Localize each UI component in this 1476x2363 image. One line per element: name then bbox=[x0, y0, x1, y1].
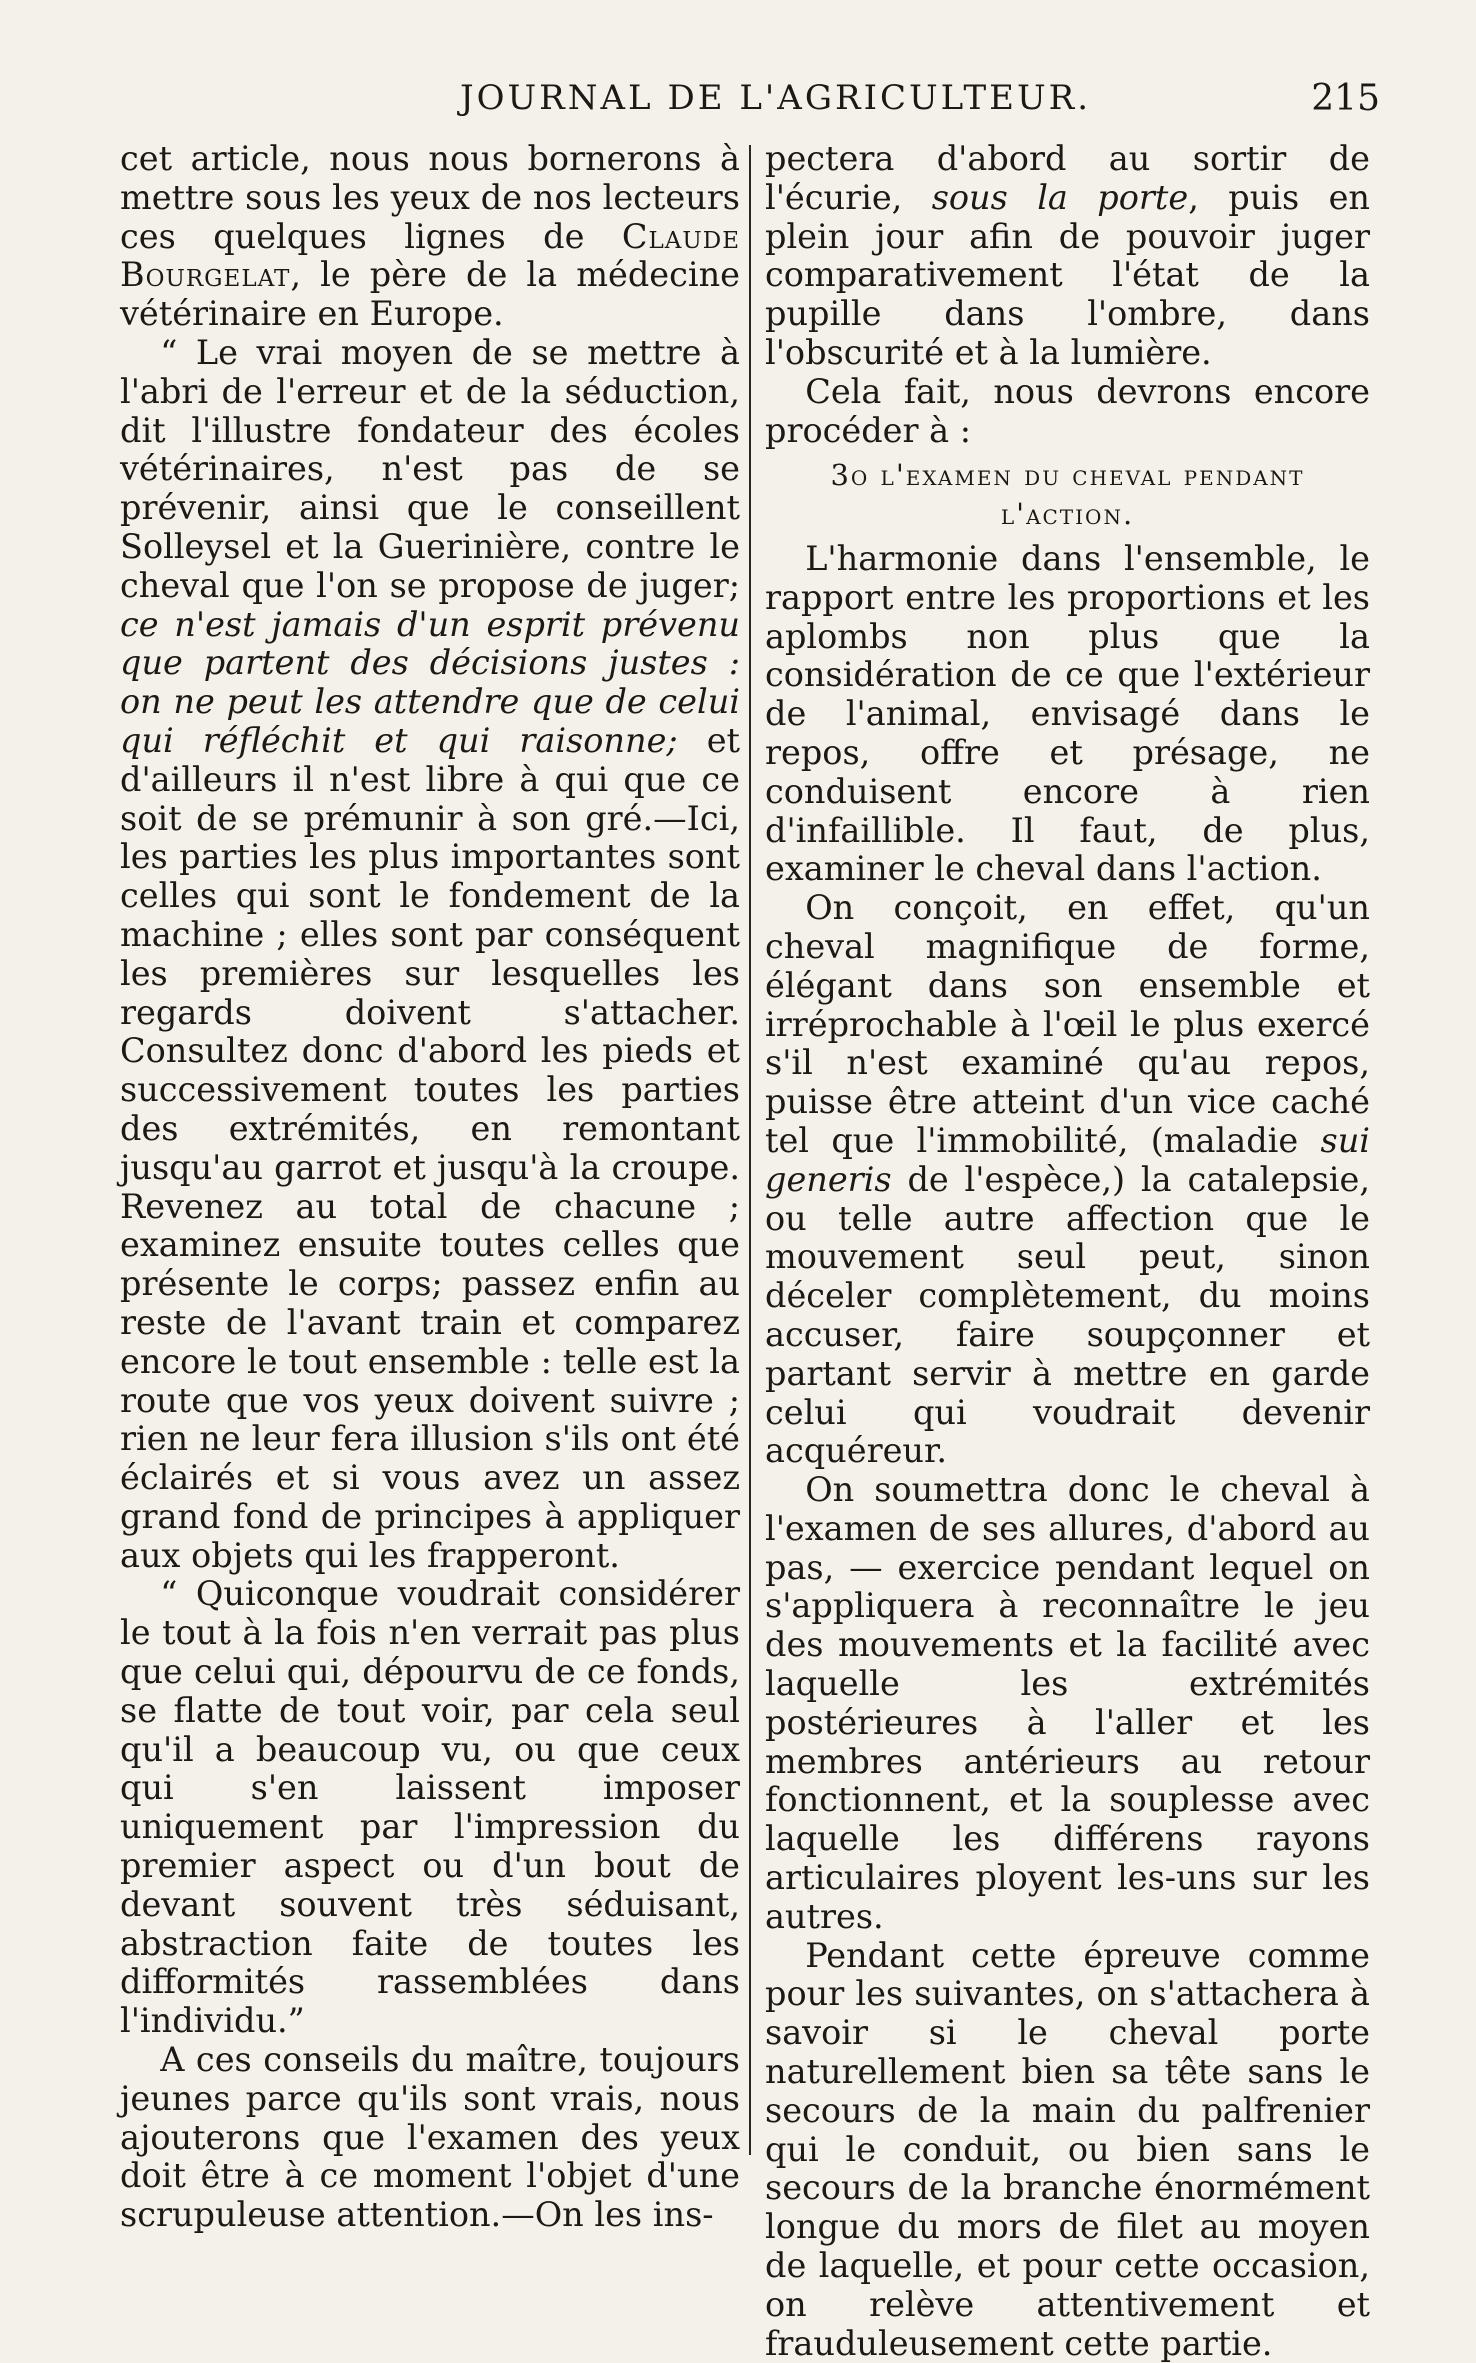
paragraph: L'harmonie dans l'ensemble, le rapport entre les proportions et les aplombs non plus que la considération de ce que l'extérieur de l'animal, envisagé dans le repos, offre et présage, ne conduisent encore à rien d'infaillible. Il faut, de plus, examiner le cheval dans l'action. bbox=[765, 538, 1370, 889]
page-header bbox=[120, 78, 1380, 138]
running-title: JOURNAL DE L'AGRICULTEUR. bbox=[460, 78, 1092, 118]
paragraph bbox=[120, 334, 740, 1576]
paragraph: “ Quiconque voudrait considérer le tout à la fois n'en verrait pas plus que celui qui, dépourvu de ce fonds, se flatte de tout voir, par cela seul qu'il a beaucoup vu, ou que ceux qui s'en laissent imposer uniquement par l'impression du premier aspect ou d'un bout de devant souvent très séduisant, abstraction faite de toutes les difformités rassemblées dans l'individu.” bbox=[120, 1574, 740, 2041]
paragraph bbox=[765, 889, 1370, 1471]
text-span: pectera d'abord au sortir de l'écurie, bbox=[765, 139, 1370, 217]
paragraph: On soumettra donc le cheval à l'examen de ses allures, d'abord au pas, — exercice pendant lequel on s'appliquera à reconnaître le jeu des mouvements et la facilité avec laquelle les extrémités postérieures à l'aller et les membres antérieurs au retour fonctionnent, et la souplesse avec laquelle les différens rayons articulaires ployent les-uns sur les autres. bbox=[765, 1470, 1370, 1936]
paragraph bbox=[120, 140, 740, 334]
text-span: , puis en plein jour afin de pouvoir juger comparativement l'état de la pupille dans l'ombre, dans l'obscurité et à la lumière. bbox=[765, 177, 1370, 372]
paragraph bbox=[765, 140, 1370, 373]
italic-phrase: sui generis bbox=[765, 1120, 1370, 1199]
text-span: et d'ailleurs il n'est libre à qui que ce soit de se prémunir à son gré.—Ici, les parties les plus importantes sont celles qui sont le fondement de la machine ; elles sont par conséquent les premières sur lesquelles les regards doivent s'attacher. Consultez donc d'abord les pieds et successivement toutes les parties des extrémités, en remontant jusqu'au garrot et jusqu'à la croupe. Revenez au total de chacune ; examinez ensuite toutes celles que présente le corps; passez enfin au reste de l'avant train et comparez encore le tout ensemble : telle est la route que vos yeux doivent suivre ; rien ne leur fera illusion s'ils ont été éclairés et si vous avez un assez grand fond de principes à appliquer aux objets qui les frapperont. bbox=[120, 720, 740, 1575]
column-divider bbox=[749, 145, 751, 2155]
page-number: 215 bbox=[1311, 78, 1380, 119]
paragraph: Pendant cette épreuve comme pour les suivantes, on s'attachera à savoir si le cheval porte naturellement bien sa tête sans le secours de la main du palfrenier qui le conduit, ou bien sans le secours de la branche énormément longue du mors de filet au moyen de laquelle, et pour cette occasion, on relève attentivement et frauduleusement cette partie. bbox=[765, 1935, 1370, 2363]
paragraph: Cela fait, nous devrons encore procéder à : bbox=[765, 371, 1370, 450]
right-column bbox=[765, 140, 1370, 2363]
text-span: , le père de la médecine vétérinaire en Europe. bbox=[120, 255, 740, 334]
section-heading: 3o l'examen du cheval pendant l'action. bbox=[830, 458, 1305, 532]
paragraph: A ces conseils du maître, toujours jeunes parce qu'ils sont vrais, nous ajouterons que l'examen des yeux doit être à ce moment l'objet d'une scrupuleuse attention.—On les ins- bbox=[120, 2040, 740, 2235]
text-span: On conçoit, en effet, qu'un cheval magnifique de forme, élégant dans son ensemble et irréprochable à l'œil le plus exercé s'il n'est examiné qu'au repos, puisse être atteint d'un vice caché tel que l'immobilité, (maladie bbox=[765, 888, 1370, 1160]
text-span: cet article, nous nous bornerons à mettre sous les yeux de nos lecteurs ces quelques lignes de bbox=[120, 139, 740, 256]
text-span: de l'espèce,) la catalepsie, ou telle autre affection que le mouvement seul peut, sinon déceler complètement, du moins accuser, faire soupçonner et partant servir à mettre en garde celui qui voudrait devenir acquéreur. bbox=[765, 1159, 1370, 1471]
italic-phrase: sous la porte bbox=[931, 177, 1189, 217]
italic-quote: ce n'est jamais d'un esprit prévenu que partent des décisions justes : on ne peut les attendre que de celui qui réfléchit et qui raisonne; bbox=[120, 604, 740, 760]
left-column bbox=[120, 140, 740, 2235]
text-span: “ Le vrai moyen de se mettre à l'abri de l'erreur et de la séduction, dit l'illustre fondateur des écoles vétérinaires, n'est pas de se prévenir, ainsi que le conseillent Solleysel et la Guerinière, contre le cheval que l'on se propose de juger; bbox=[120, 332, 740, 605]
author-name: Claude Bourgelat bbox=[120, 216, 740, 295]
